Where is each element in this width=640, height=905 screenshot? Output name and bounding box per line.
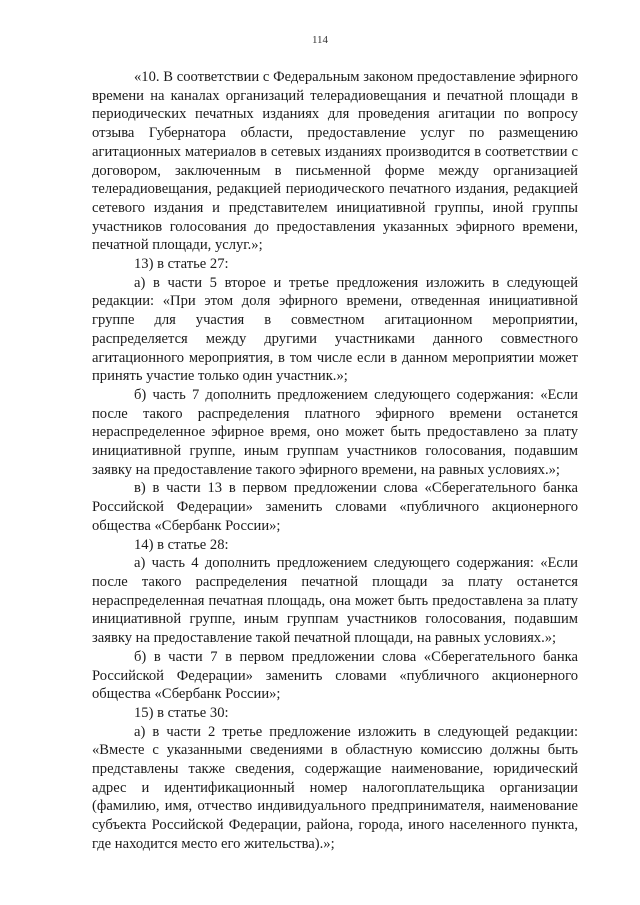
paragraph-clause-10: «10. В соответствии с Федеральным законом предоставление эфирного времени на каналах организаций телерадиовещания и печатной площади в периодических печатных изданиях для проведения агитации по вопросу отзыва Губернатора области, предоставление услуг по размещению агитационных материалов в сетевых изданиях производится в соответствии с договором, заключенным в письменной форме между организацией телерадиовещания, редакцией периодического печатного издания, редакцией сетевого издания и представителем инициативной группы, иной группы участников голосования до предоставления указанных эфирного времени, печатной площади, услуг.»;: [92, 69, 578, 254]
page-number: 114: [311, 34, 329, 46]
paragraph-14b: б) в части 7 в первом предложении слова «Сберегательного банка Российской Федерации» заменить словами «публичного акционерного общества «Сбербанк России»;: [92, 648, 578, 703]
paragraph-item-13: 13) в статье 27:: [134, 256, 229, 273]
paragraph-13v: в) в части 13 в первом предложении слова «Сберегательного банка Российской Федерации» заменить словами «публичного акционерного общества «Сбербанк России»;: [92, 480, 578, 534]
document-body: [92, 68, 578, 854]
paragraph-item-15: 15) в статье 30:: [134, 704, 229, 721]
paragraph-14a: а) часть 4 дополнить предложением следующего содержания: «Если после такого распределения печатной площади за плату останется нераспределенная печатная площадь, она может быть предоставлена за плату инициативной группе, иным группам участников голосования, подавшим заявку на предоставление такой печатной площади, на равных условиях.»;: [92, 555, 578, 647]
paragraph-13b: б) часть 7 дополнить предложением следующего содержания: «Если после такого распределения платного эфирного времени останется нераспределенное эфирное время, оно может быть предоставлено за плату инициативной группе, иным группам участников голосования, подавшим заявку на предоставление такого эфирного времени, на равных условиях.»;: [92, 386, 578, 478]
paragraph-item-14: 14) в статье 28:: [134, 536, 229, 553]
paragraph-15a: а) в части 2 третье предложение изложить в следующей редакции: «Вместе с указанными сведениями в областную комиссию должны быть представлены также сведения, содержащие наименование, юридический адрес и идентификационный номер налогоплательщика организации (фамилию, имя, отчество индивидуального предпринимателя, наименование субъекта Российской Федерации, района, города, иного населенного пункта, где находится место его жительства).»;: [92, 723, 578, 852]
paragraph-13a: а) в части 5 второе и третье предложения изложить в следующей редакции: «При этом доля эфирного времени, отведенная инициативной группе для участия в совместном агитационном мероприятии, распределяется между другими участниками данного совместного агитационного мероприятия, в том числе если в данном мероприятии может принять участие только один участник.»;: [92, 274, 578, 385]
